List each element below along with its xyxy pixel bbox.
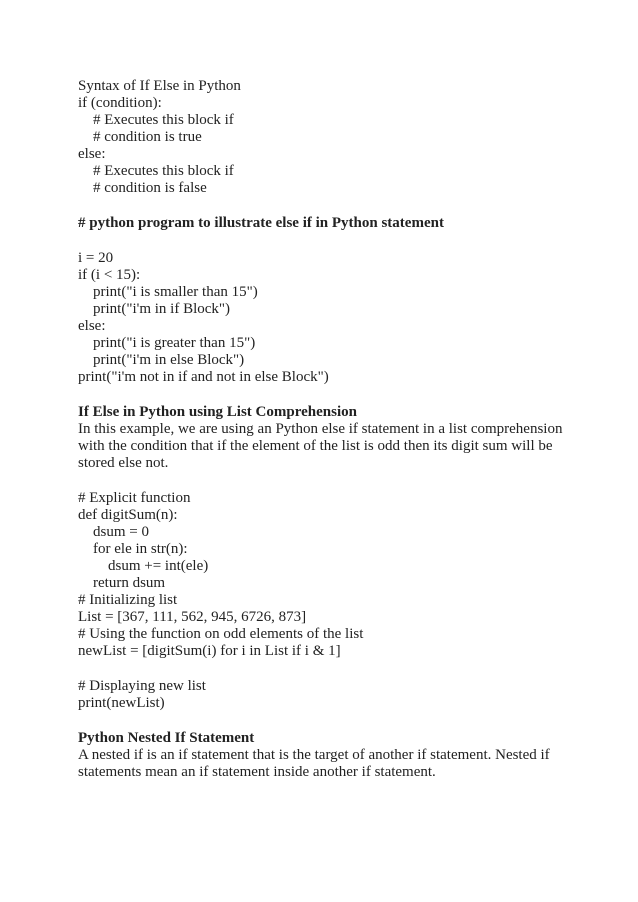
section-heading: # python program to illustrate else if in Python statement [78, 215, 444, 231]
paragraph-line: In this example, we are using an Python else if statement in a list comprehension [78, 421, 563, 437]
code-line: # Initializing list [78, 592, 178, 608]
code-line: i = 20 [78, 250, 114, 266]
code-line: print("i'm in if Block") [93, 301, 231, 317]
code-line: # Using the function on odd elements of the list [78, 626, 364, 642]
code-line: return dsum [93, 575, 166, 591]
code-line: dsum = 0 [93, 524, 149, 540]
code-line: for ele in str(n): [93, 541, 188, 557]
code-line: print("i is greater than 15") [93, 335, 256, 351]
code-line: else: [78, 146, 106, 162]
code-line: print("i'm in else Block") [93, 352, 245, 368]
code-line: dsum += int(ele) [108, 558, 209, 574]
code-line: if (condition): [78, 95, 162, 111]
code-line: # Explicit function [78, 490, 191, 506]
code-line: print("i is smaller than 15") [93, 284, 258, 300]
section-heading: Python Nested If Statement [78, 730, 255, 746]
code-line: # Executes this block if [93, 112, 234, 128]
code-line: List = [367, 111, 562, 945, 6726, 873] [78, 609, 307, 625]
code-line: def digitSum(n): [78, 507, 178, 523]
syntax-title: Syntax of If Else in Python [78, 78, 241, 94]
code-line: print(newList) [78, 695, 165, 711]
code-line: newList = [digitSum(i) for i in List if i & 1] [78, 643, 341, 659]
code-line: # Displaying new list [78, 678, 206, 694]
code-line: print("i'm not in if and not in else Block") [78, 369, 329, 385]
code-line: else: [78, 318, 106, 334]
code-line: # Executes this block if [93, 163, 234, 179]
code-line: if (i < 15): [78, 267, 141, 283]
paragraph-line: statements mean an if statement inside another if statement. [78, 764, 436, 780]
paragraph-line: A nested if is an if statement that is the target of another if statement. Nested if [78, 747, 550, 763]
paragraph-line: with the condition that if the element of the list is odd then its digit sum will be [78, 438, 553, 454]
code-line: # condition is false [93, 180, 207, 196]
code-line: # condition is true [93, 129, 202, 145]
section-heading: If Else in Python using List Comprehension [78, 404, 357, 420]
paragraph-line: stored else not. [78, 455, 169, 471]
